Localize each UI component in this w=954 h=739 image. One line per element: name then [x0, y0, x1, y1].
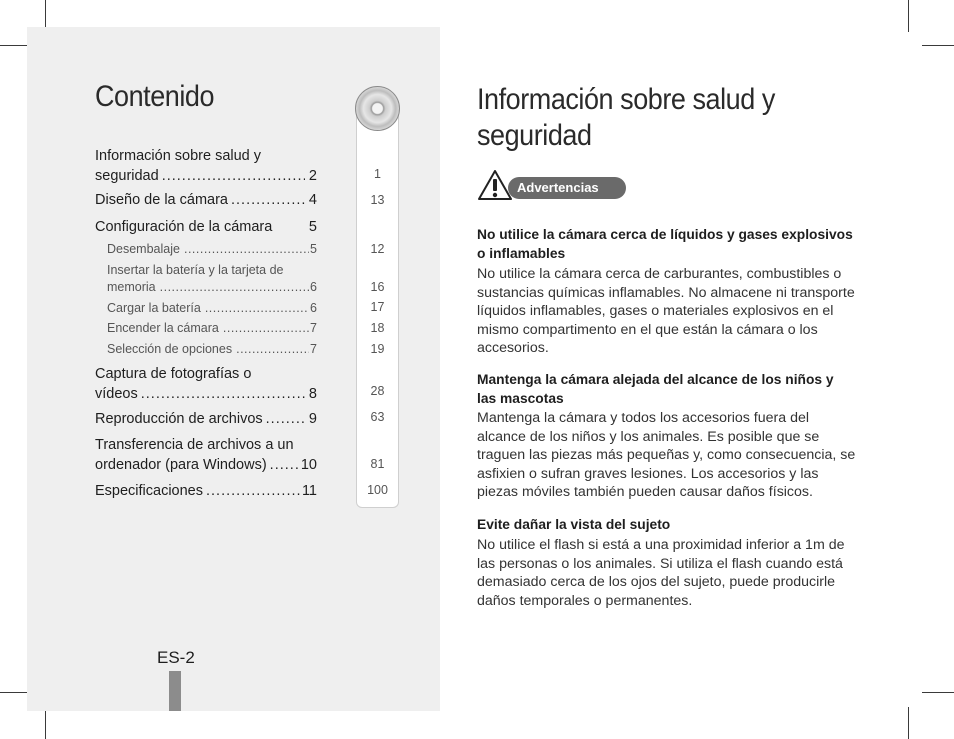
toc-page-number: 4	[308, 192, 317, 208]
toc-sub-charge-battery[interactable]	[107, 300, 317, 317]
page-tab-bar	[169, 671, 181, 711]
warning-body: No utilice la cámara cerca de carburantes, combustibles o sustancias químicas inflamables. No almacene ni transporte líquidos inflamables, gases o materiales explosivos en el mismo compartimento en el que están la cámara o los accesorios.	[477, 266, 855, 357]
strip-number: 18	[370, 321, 385, 335]
toc-page-number: 5	[310, 242, 317, 256]
strip-number: 16	[370, 280, 385, 294]
toc-entry-text: Reproducción de archivos	[95, 411, 263, 427]
toc-entry-capture[interactable]	[95, 365, 317, 404]
section-title-line: Información sobre salud y	[477, 83, 775, 116]
toc-sub-insert-battery[interactable]	[107, 262, 317, 296]
toc-page-number: 9	[308, 411, 317, 427]
toc-sub-text: Encender la cámara	[107, 321, 219, 335]
strip-number: 17	[370, 300, 385, 314]
strip-number: 81	[370, 457, 385, 471]
toc-sub-unpacking[interactable]	[107, 241, 317, 258]
toc-page-number: 7	[310, 321, 317, 335]
strip-number: 100	[367, 483, 388, 497]
warning-icon	[477, 169, 513, 201]
toc-page-number: 10	[300, 456, 317, 473]
warning-body: No utilice el flash si está a una proximidad inferior a 1m de las personas o los animales. Si utiliza el flash cuando está demasiado cerca de los ojos del sujeto, puede producirle daños temporales o permanentes.	[477, 537, 845, 609]
toc-page-number: 8	[308, 385, 317, 402]
strip-number: 1	[374, 167, 381, 181]
toc-entry-text: Transferencia de archivos a un	[95, 437, 294, 453]
toc-sub-text: memoria	[107, 280, 156, 294]
section-title-line: seguridad	[477, 119, 592, 152]
warning-label: Advertencias	[508, 177, 626, 199]
toc-entry-playback[interactable]	[95, 410, 317, 430]
toc-entry-text: ordenador (para Windows)	[95, 456, 267, 473]
toc-sub-text: Selección de opciones	[107, 342, 233, 356]
toc-page-number: 6	[310, 280, 317, 294]
crop-mark	[922, 692, 954, 693]
toc-sub-text: Desembalaje	[107, 242, 180, 256]
strip-number: 13	[370, 193, 385, 207]
page-label: ES-2	[157, 648, 195, 667]
crop-mark	[908, 707, 909, 739]
toc-page-number: 5	[308, 219, 317, 235]
strip-number: 19	[370, 342, 385, 356]
toc-entry-text: Diseño de la cámara	[95, 192, 228, 208]
strip-number: 63	[370, 410, 385, 424]
toc-entry-health-safety[interactable]	[95, 147, 317, 186]
warning-heading: No utilice la cámara cerca de líquidos y gases explosivos o inflamables	[477, 227, 853, 261]
toc-sub-select-options[interactable]	[107, 341, 317, 358]
toc-entry-text: Especificaciones	[95, 483, 203, 499]
toc-page-number: 6	[310, 301, 317, 315]
toc-entry-camera-setup[interactable]	[95, 218, 317, 238]
warning-heading: Mantenga la cámara alejada del alcance de los niños y las mascotas	[477, 372, 834, 406]
toc-page-number: 2	[308, 167, 317, 184]
crop-mark	[45, 707, 46, 739]
strip-number: 12	[370, 242, 385, 256]
crop-mark	[922, 45, 954, 46]
warning-body: Mantenga la cámara y todos los accesorios fuera del alcance de los niños y los animales. Es posible que se traguen las piezas más pequeñas y, como consecuencia, se asfixien o sufran graves lesiones. Los accesorios y las piezas móviles también pueden causar daños físicos.	[477, 410, 856, 501]
toc-entry-transfer[interactable]	[95, 436, 317, 475]
toc-entry-specifications[interactable]	[95, 482, 317, 502]
toc-page-number: 7	[310, 342, 317, 356]
contents-title: Contenido	[95, 80, 215, 113]
toc-entry-text: Captura de fotografías o	[95, 366, 252, 382]
toc-entry-text: vídeos	[95, 385, 138, 402]
crop-mark	[908, 0, 909, 32]
toc-sub-text: Insertar la batería y la tarjeta de	[107, 263, 284, 277]
strip-number: 28	[370, 384, 385, 398]
section-title	[477, 82, 828, 154]
toc-entry-text: Configuración de la cámara	[95, 219, 273, 235]
toc-page-number: 11	[301, 483, 317, 499]
toc-entry-camera-design[interactable]	[95, 191, 317, 211]
disc-icon	[355, 86, 400, 131]
toc-sub-power-on[interactable]	[107, 320, 317, 337]
warning-heading: Evite dañar la vista del sujeto	[477, 517, 671, 532]
toc-entry-text: Información sobre salud y	[95, 148, 262, 164]
toc-entry-text: seguridad	[95, 167, 159, 184]
toc-sub-text: Cargar la batería	[107, 301, 201, 315]
